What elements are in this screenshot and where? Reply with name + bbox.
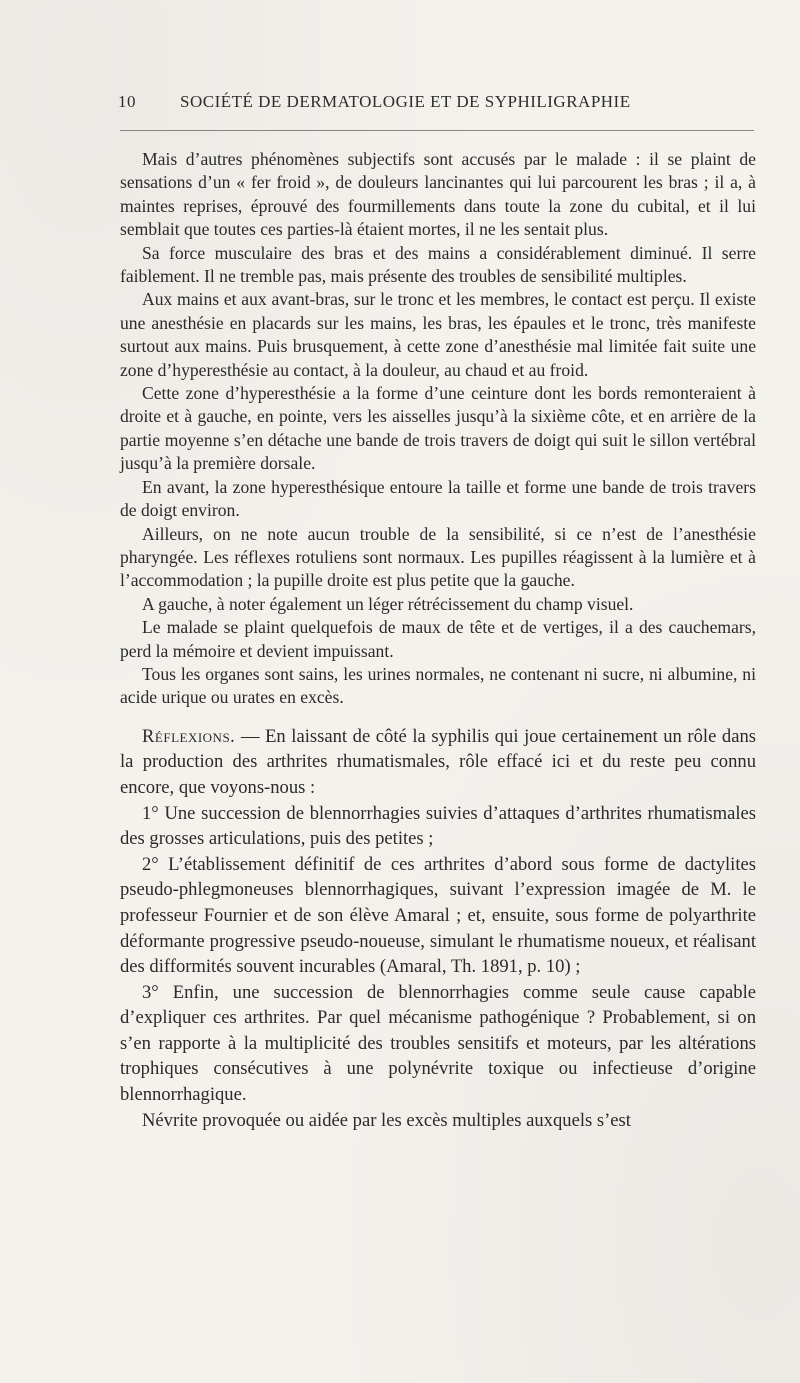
reflexions-intro: — En laissant de côté la syphilis qui joue certainement un rôle dans la production des arthrites rhumatismales, rôle effacé ici et du reste peu connu encore, que voyons-nous : [120,725,756,798]
reflexions-item: 2° L’établissement définitif de ces arthrites d’abord sous forme de dactylites pseudo-phlegmoneuses blennorrhagiques, suivant l’expression imagée de M. le professeur Fournier et de son élève Amaral ; et, ensuite, sous forme de polyarthrite déformante progressive pseudo-noueuse, simulant le rhumatisme noueux, et réalisant des difformités souvent incurables (Amaral, Th. 1891, p. 10) ; [120,853,756,978]
paragraph: Sa force musculaire des bras et des mains a considérablement diminué. Il serre faiblement. Il ne tremble pas, mais présente des troubles de sensibilité multiples. [120,242,756,287]
reflexions-paragraph [120,724,756,801]
page-header [118,92,758,116]
reflexions-item: 3° Enfin, une succession de blennorrhagies comme seule cause capable d’expliquer ces arthrites. Par quel mécanisme pathogénique ? Probablement, si on s’en rapporte à la multiplicité des troubles sensitifs et moteurs, par les altérations trophiques consécutives à une polynévrite toxique ou infectieuse d’origine blennorrhagique. [120,981,756,1106]
reflexions-item: Névrite provoquée ou aidée par les excès multiples auxquels s’est [142,1109,631,1131]
page-number: 10 [118,92,136,111]
header-rule [120,130,754,131]
paragraph: A gauche, à noter également un léger rétrécissement du champ visuel. [142,593,634,614]
reflexions-item: 1° Une succession de blennorrhagies suivies d’attaques d’arthrites rhumatismales des grosses articulations, puis des petites ; [120,802,756,850]
paragraph: Le malade se plaint quelquefois de maux de tête et de vertiges, il a des cauchemars, perd la mémoire et devient impuissant. [120,617,756,661]
reflexions-heading: Réflexions. [142,725,236,747]
paragraph: Tous les organes sont sains, les urines normales, ne contenant ni sucre, ni albumine, ni acide urique ou urates en excès. [120,663,756,708]
paragraph: Mais d’autres phénomènes subjectifs sont accusés par le malade : il se plaint de sensations d’un « fer froid », de douleurs lancinantes qui lui parcourent les bras ; il a, à maintes reprises, éprouvé des fourmillements dans toute la zone du cubital, et il lui semblait que toutes ces parties-là étaient mortes, il ne les sentait plus. [120,149,756,240]
running-title: SOCIÉTÉ DE DERMATOLOGIE ET DE SYPHILIGRAPHIE [180,92,631,111]
paragraph: En avant, la zone hyperesthésique entoure la taille et forme une bande de trois travers de doigt environ. [120,476,756,521]
paragraph: Aux mains et aux avant-bras, sur le tronc et les membres, le contact est perçu. Il existe une anesthésie en placards sur les mains, les bras, les épaules et le tronc, très manifeste surtout aux mains. Puis brusquement, à cette zone d’anesthésie mal limitée fait suite une zone d’hyperesthésie au contact, à la douleur, au chaud et au froid. [120,289,756,380]
paragraph: Cette zone d’hyperesthésie a la forme d’une ceinture dont les bords remonteraient à droite et à gauche, en pointe, vers les aisselles jusqu’à la sixième côte, et en arrière de la partie moyenne s’en détache une bande de trois travers de doigt qui suit le sillon vertébral jusqu’à la première dorsale. [120,383,756,474]
body-text [120,148,756,1133]
paragraph: Ailleurs, on ne note aucun trouble de la sensibilité, si ce n’est de l’anesthésie pharyngée. Les réflexes rotuliens sont normaux. Les pupilles réagissent à la lumière et à l’accommodation ; la pupille droite est plus petite que la gauche. [120,523,756,591]
